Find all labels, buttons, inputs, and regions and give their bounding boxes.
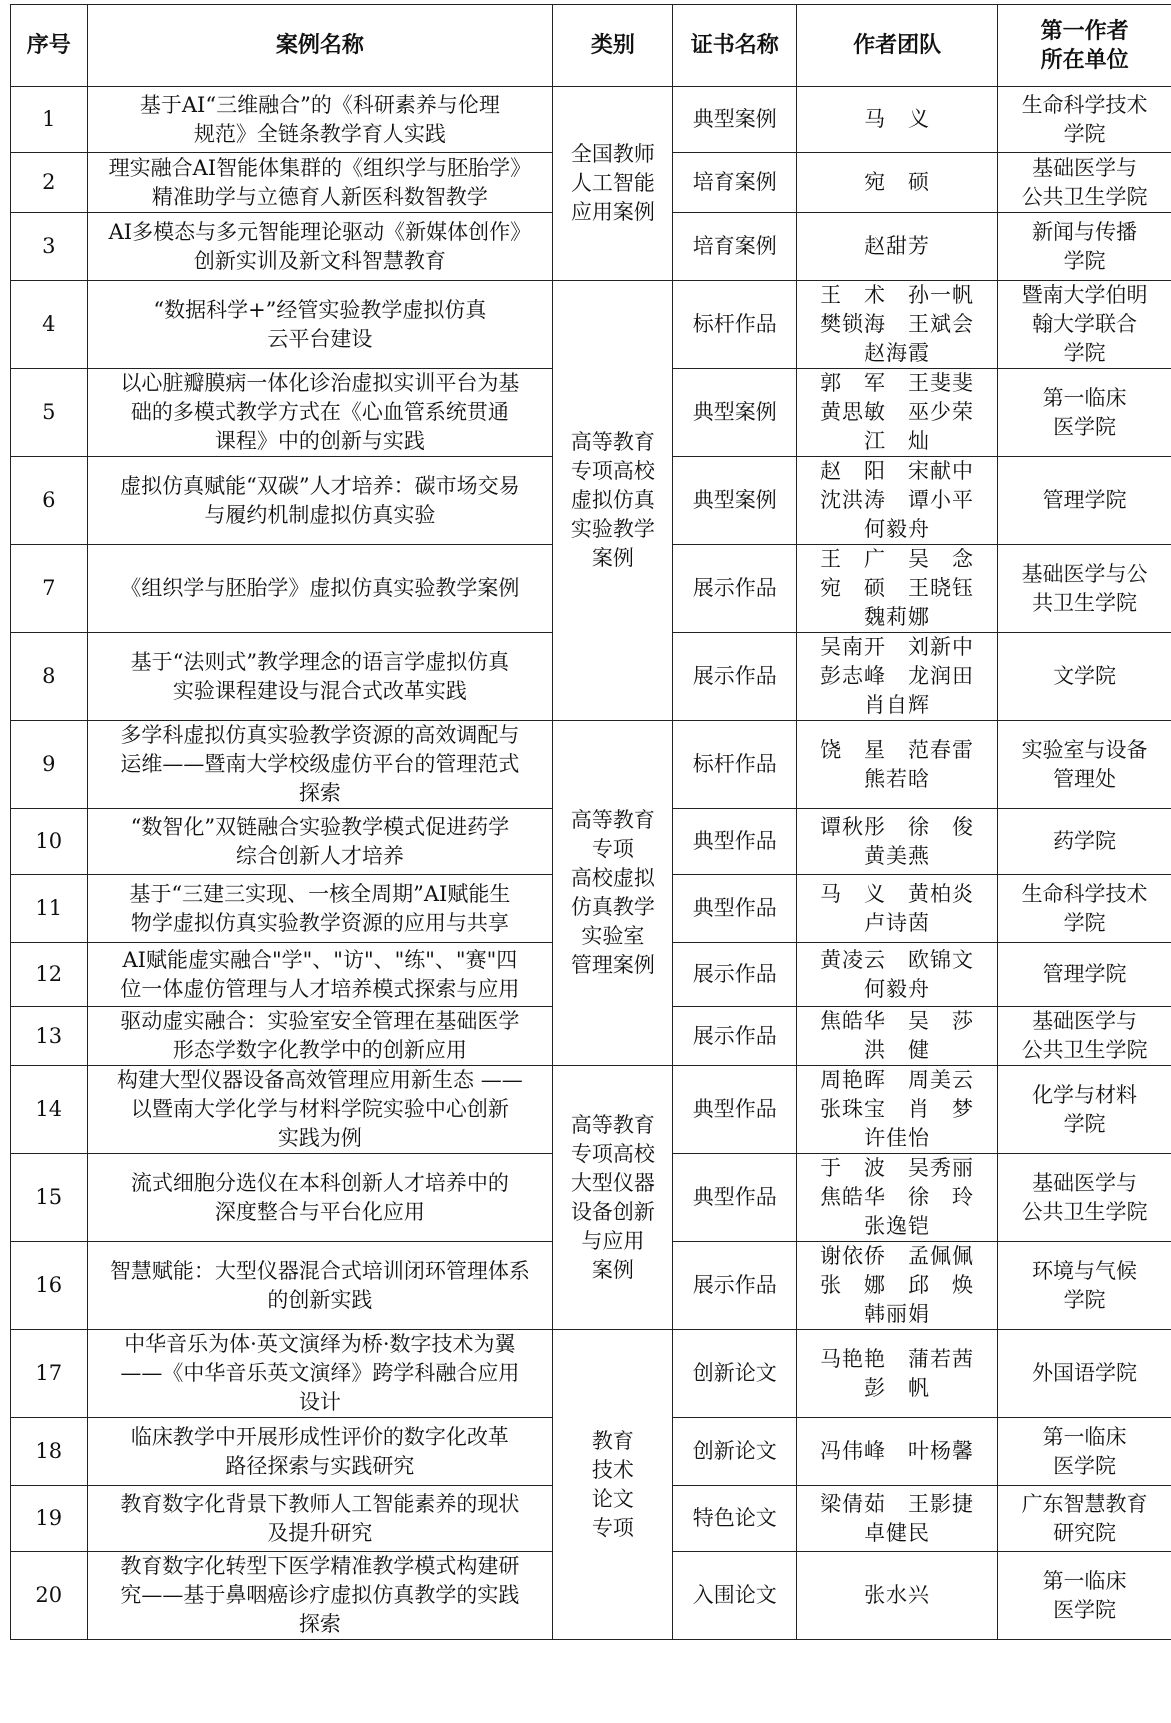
author-team-line: 张 娜 邱 焕 (820, 1273, 975, 1297)
author-team (797, 1154, 998, 1242)
first-author-unit-line: 文学院 (1053, 664, 1117, 688)
header-category: 类别 (553, 5, 673, 87)
author-team-line: 王 广 吴 念 (820, 547, 975, 571)
author-team-line: 郭 军 王斐斐 (820, 371, 975, 395)
author-team-line: 许佳怡 (864, 1126, 931, 1150)
author-team-line: 魏莉娜 (864, 605, 931, 629)
first-author-unit-line: 学院 (1063, 121, 1106, 146)
row-number: 4 (11, 281, 88, 369)
row-number: 10 (11, 809, 88, 875)
table-row (11, 1066, 1171, 1154)
first-author-unit (998, 1242, 1171, 1330)
first-author-unit-line: 医学院 (1053, 1453, 1117, 1478)
case-name-line: 位一体虚仿管理与人才培养模式探索与应用 (120, 976, 520, 1001)
case-name-line: 深度整合与平台化应用 (214, 1199, 425, 1224)
case-name-line: AI多模态与多元智能理论驱动《新媒体创作》 (108, 219, 532, 244)
category-line: 实验室 (581, 924, 645, 948)
certificate-name: 典型案例 (673, 87, 797, 153)
header-certificate: 证书名称 (673, 5, 797, 87)
first-author-unit (998, 1418, 1171, 1486)
category-line: 设备创新 (570, 1199, 655, 1224)
first-author-unit-line: 学院 (1063, 248, 1106, 273)
certificate-name: 典型作品 (673, 875, 797, 943)
row-number: 12 (11, 943, 88, 1007)
first-author-unit-line: 研究院 (1053, 1520, 1117, 1545)
case-name (87, 1418, 553, 1486)
author-team-line: 黄思敏 巫少荣 (820, 400, 975, 424)
case-name-line: 规范》全链条教学育人实践 (193, 121, 446, 146)
certificate-name: 展示作品 (673, 1007, 797, 1066)
case-name-line: 精准助学与立德育人新医科数智教学 (151, 184, 488, 209)
case-name (87, 809, 553, 875)
case-name (87, 87, 553, 153)
case-name-line: “数据科学+”经管实验教学虚拟仿真 (153, 297, 487, 322)
first-author-unit-line: 生命科学技术 (1021, 92, 1148, 117)
row-number: 1 (11, 87, 88, 153)
first-author-unit-line: 新闻与传播 (1032, 219, 1138, 244)
first-author-unit (998, 943, 1171, 1007)
author-team-line: 宛 硕 王晓钰 (820, 576, 975, 600)
case-name-line: AI赋能虚实融合"学"、"访"、"练"、"赛"四 (122, 947, 518, 972)
header-unit (998, 5, 1171, 87)
case-name-line: 及提升研究 (267, 1520, 373, 1545)
row-number: 3 (11, 213, 88, 281)
author-team (797, 457, 998, 545)
certificate-name: 特色论文 (673, 1486, 797, 1552)
first-author-unit-line: 生命科学技术 (1021, 881, 1148, 906)
author-team-line: 韩丽娟 (864, 1302, 931, 1326)
author-team-line: 饶 星 范春雷 (820, 737, 975, 762)
first-author-unit-line: 广东智慧教育 (1021, 1491, 1148, 1516)
row-number: 13 (11, 1007, 88, 1066)
first-author-unit-line: 实验室与设备 (1021, 737, 1148, 762)
first-author-unit-line: 公共卫生学院 (1021, 184, 1148, 209)
category-line: 与应用 (581, 1228, 645, 1253)
first-author-unit-line: 基础医学与公 (1021, 561, 1148, 586)
first-author-unit-line: 医学院 (1053, 414, 1117, 439)
case-name-line: “数智化”双链融合实验教学模式促进药学 (130, 814, 510, 839)
category-line: 大型仪器 (570, 1170, 655, 1195)
category-line: 案例 (591, 1257, 634, 1282)
author-team (797, 1242, 998, 1330)
case-name-line: 以暨南大学化学与材料学院实验中心创新 (130, 1097, 509, 1121)
case-name (87, 1552, 553, 1640)
certificate-name: 培育案例 (673, 213, 797, 281)
author-team-line: 张珠宝 肖 梦 (820, 1097, 975, 1121)
category (553, 721, 673, 1066)
certificate-name: 典型作品 (673, 1066, 797, 1154)
author-team-line: 黄凌云 欧锦文 (820, 947, 975, 972)
case-name-line: 基于AI“三维融合”的《科研素养与伦理 (139, 92, 500, 117)
author-team-line: 冯伟峰 叶杨馨 (820, 1439, 975, 1463)
author-team (797, 213, 998, 281)
certificate-name: 入围论文 (673, 1552, 797, 1640)
author-team-line: 洪 健 (864, 1038, 931, 1062)
category (553, 1066, 673, 1330)
certificate-name: 创新论文 (673, 1330, 797, 1418)
author-team (797, 1066, 998, 1154)
case-name-line: 中华音乐为体·英文演绎为桥·数字技术为翼 (124, 1332, 516, 1356)
case-name-line: 构建大型仪器设备高效管理应用新生态 —— (117, 1068, 523, 1092)
case-name (87, 1486, 553, 1552)
author-team-line: 张水兴 (864, 1583, 931, 1607)
certificate-name: 展示作品 (673, 545, 797, 633)
case-name (87, 281, 553, 369)
first-author-unit (998, 369, 1171, 457)
first-author-unit-line: 基础医学与 (1032, 155, 1138, 180)
case-name (87, 721, 553, 809)
case-name-line: 础的多模式教学方式在《心血管系统贯通 (130, 400, 509, 424)
category-line: 专项 (591, 1515, 634, 1540)
case-name-line: 基于“法则式”教学理念的语言学虚拟仿真 (130, 649, 510, 674)
author-team-line: 卢诗茵 (864, 910, 931, 935)
case-name (87, 1066, 553, 1154)
case-name-line: 理实融合AI智能体集群的《组织学与胚胎学》 (108, 155, 532, 180)
first-author-unit-line: 翰大学联合 (1032, 312, 1138, 336)
case-name-line: 与履约机制虚拟仿真实验 (204, 502, 436, 527)
case-name-line: 探索 (298, 781, 341, 805)
author-team-line: 樊锁海 王斌会 (820, 312, 975, 336)
row-number: 6 (11, 457, 88, 545)
first-author-unit-line: 基础医学与 (1032, 1170, 1138, 1195)
author-team-line: 王 术 孙一帆 (820, 283, 975, 307)
row-number: 2 (11, 153, 88, 213)
author-team-line: 何毅舟 (864, 976, 931, 1001)
certificate-name: 创新论文 (673, 1418, 797, 1486)
case-name (87, 1330, 553, 1418)
author-team (797, 875, 998, 943)
first-author-unit-line: 公共卫生学院 (1021, 1038, 1148, 1062)
row-number: 9 (11, 721, 88, 809)
certificate-name: 典型案例 (673, 369, 797, 457)
case-name-line: 路径探索与实践研究 (225, 1453, 415, 1478)
case-name-line: 云平台建设 (267, 326, 373, 351)
certificate-name: 展示作品 (673, 943, 797, 1007)
category-line: 论文 (591, 1486, 634, 1511)
category (553, 281, 673, 721)
first-author-unit (998, 281, 1171, 369)
author-team (797, 369, 998, 457)
case-name-line: 多学科虚拟仿真实验教学资源的高效调配与 (120, 723, 520, 747)
category-line: 专项高校 (570, 459, 655, 483)
author-team-line: 黄美燕 (864, 843, 931, 868)
table-row (11, 721, 1171, 809)
first-author-unit (998, 545, 1171, 633)
first-author-unit-line: 共卫生学院 (1032, 590, 1138, 615)
author-team (797, 721, 998, 809)
case-name (87, 369, 553, 457)
author-team-line: 赵海霞 (864, 341, 931, 365)
first-author-unit-line: 暨南大学伯明 (1021, 283, 1148, 307)
author-team-line: 焦皓华 徐 玲 (820, 1185, 975, 1209)
author-team-line: 谢依侨 孟佩佩 (820, 1244, 975, 1268)
category-line: 虚拟仿真 (570, 488, 655, 512)
first-author-unit-line: 管理学院 (1042, 488, 1127, 512)
author-team-line: 赵甜芳 (864, 234, 931, 258)
case-name-line: 探索 (298, 1612, 341, 1636)
first-author-unit (998, 153, 1171, 213)
author-team (797, 809, 998, 875)
author-team (797, 1007, 998, 1066)
first-author-unit (998, 1552, 1171, 1640)
certificate-name: 标杆作品 (673, 721, 797, 809)
case-name-line: 临床教学中开展形成性评价的数字化改革 (130, 1424, 509, 1449)
case-name-line: 教育数字化背景下教师人工智能素养的现状 (120, 1491, 520, 1516)
first-author-unit (998, 809, 1171, 875)
first-author-unit-line: 化学与材料 (1032, 1082, 1138, 1107)
first-author-unit-line: 第一临床 (1042, 1424, 1127, 1449)
first-author-unit-line: 第一临床 (1042, 385, 1127, 410)
category-line: 教育 (591, 1428, 634, 1453)
author-team (797, 153, 998, 213)
case-name-line: 实践为例 (277, 1126, 362, 1150)
first-author-unit (998, 457, 1171, 545)
case-name-line: 流式细胞分选仪在本科创新人才培养中的 (130, 1170, 509, 1195)
case-name-line: 创新实训及新文科智慧教育 (193, 248, 446, 273)
award-table (10, 4, 1171, 1640)
case-name-line: 以心脏瓣膜病一体化诊治虚拟实训平台为基 (120, 371, 520, 395)
case-name-line: 教育数字化转型下医学精准教学模式构建研 (120, 1554, 520, 1578)
category-line: 案例 (591, 546, 634, 570)
first-author-unit-line: 公共卫生学院 (1021, 1199, 1148, 1224)
first-author-unit-line: 基础医学与 (1032, 1009, 1138, 1033)
author-team-line: 张逸铠 (864, 1214, 931, 1238)
author-team-line: 宛 硕 (864, 170, 931, 194)
case-name-line: 综合创新人才培养 (235, 843, 404, 868)
author-team-line: 沈洪涛 谭小平 (820, 488, 975, 512)
category (553, 87, 673, 281)
case-name (87, 1154, 553, 1242)
row-number: 16 (11, 1242, 88, 1330)
first-author-unit (998, 1007, 1171, 1066)
category-line: 高校虚拟 (570, 866, 655, 890)
row-number: 5 (11, 369, 88, 457)
author-team (797, 1552, 998, 1640)
row-number: 14 (11, 1066, 88, 1154)
first-author-unit (998, 1154, 1171, 1242)
header-no: 序号 (11, 5, 88, 87)
table-row (11, 1330, 1171, 1418)
author-team-line: 何毅舟 (864, 517, 931, 541)
certificate-name: 典型作品 (673, 1154, 797, 1242)
author-team-line: 马 义 黄柏炎 (820, 881, 975, 906)
category-line: 仿真教学 (570, 895, 655, 919)
author-team-line: 赵 阳 宋献中 (820, 459, 975, 483)
header-case-name: 案例名称 (87, 5, 553, 87)
case-name (87, 213, 553, 281)
author-team-line: 周艳晖 周美云 (820, 1068, 975, 1092)
row-number: 8 (11, 633, 88, 721)
case-name (87, 545, 553, 633)
author-team-line: 梁倩茹 王影捷 (820, 1491, 975, 1516)
first-author-unit-line: 药学院 (1053, 829, 1117, 853)
category-line: 高等教育 (570, 1112, 655, 1137)
author-team-line: 江 灿 (864, 429, 931, 453)
table-row (11, 87, 1171, 153)
first-author-unit-line: 学院 (1063, 1111, 1106, 1136)
author-team-line: 卓健民 (864, 1520, 931, 1545)
certificate-name: 标杆作品 (673, 281, 797, 369)
first-author-unit (998, 87, 1171, 153)
row-number: 18 (11, 1418, 88, 1486)
author-team-line: 彭 帆 (864, 1375, 931, 1400)
case-name-line: 的创新实践 (267, 1287, 373, 1312)
first-author-unit-line: 学院 (1063, 341, 1106, 365)
row-number: 15 (11, 1154, 88, 1242)
author-team (797, 1330, 998, 1418)
header-row (11, 5, 1171, 87)
author-team-line: 熊若晗 (864, 766, 931, 791)
case-name-line: 运维——暨南大学校级虚仿平台的管理范式 (120, 752, 520, 776)
first-author-unit-line: 学院 (1063, 910, 1106, 935)
category-line: 全国教师 (570, 142, 655, 166)
author-team (797, 1486, 998, 1552)
case-name (87, 1007, 553, 1066)
category (553, 1330, 673, 1640)
case-name-line: 课程》中的创新与实践 (214, 429, 425, 453)
category-line: 管理案例 (570, 953, 655, 977)
case-name (87, 1242, 553, 1330)
author-team (797, 545, 998, 633)
case-name-line: ——《中华音乐英文演绎》跨学科融合应用 (120, 1361, 520, 1385)
certificate-name: 典型案例 (673, 457, 797, 545)
certificate-name: 典型作品 (673, 809, 797, 875)
first-author-unit-line: 学院 (1063, 1287, 1106, 1312)
category-line: 人工智能 (570, 171, 655, 195)
first-author-unit-line: 管理学院 (1042, 962, 1127, 986)
first-author-unit (998, 1066, 1171, 1154)
case-name-line: 智慧赋能：大型仪器混合式培训闭环管理体系 (109, 1258, 530, 1283)
row-number: 19 (11, 1486, 88, 1552)
header-unit-line: 第一作者 (1040, 17, 1129, 44)
case-name-line: 驱动虚实融合：实验室安全管理在基础医学 (120, 1009, 520, 1033)
category-line: 技术 (591, 1457, 634, 1482)
case-name-line: 虚拟仿真赋能“双碳”人才培养：碳市场交易 (120, 473, 520, 498)
first-author-unit-line: 外国语学院 (1032, 1361, 1138, 1385)
case-name (87, 875, 553, 943)
first-author-unit (998, 633, 1171, 721)
case-name-line: 物学虚拟仿真实验教学资源的应用与共享 (130, 910, 509, 935)
first-author-unit-line: 管理处 (1053, 766, 1117, 791)
first-author-unit (998, 875, 1171, 943)
certificate-name: 培育案例 (673, 153, 797, 213)
author-team-line: 彭志峰 龙润田 (820, 664, 975, 688)
case-name-line: 基于“三建三实现、一核全周期”AI赋能生 (129, 881, 511, 906)
case-name (87, 633, 553, 721)
author-team (797, 633, 998, 721)
category-line: 应用案例 (570, 200, 655, 224)
case-name (87, 457, 553, 545)
author-team-line: 吴南开 刘新中 (820, 635, 975, 659)
row-number: 7 (11, 545, 88, 633)
author-team (797, 87, 998, 153)
table-body (11, 87, 1171, 1640)
category-line: 实验教学 (570, 517, 655, 541)
certificate-name: 展示作品 (673, 633, 797, 721)
category-line: 高等教育 (570, 808, 655, 832)
case-name-line: 实验课程建设与混合式改革实践 (172, 678, 467, 703)
header-unit-line: 所在单位 (1040, 46, 1129, 73)
first-author-unit (998, 213, 1171, 281)
category-line: 高等教育 (570, 430, 655, 454)
first-author-unit-line: 环境与气候 (1032, 1258, 1138, 1283)
row-number: 17 (11, 1330, 88, 1418)
first-author-unit (998, 1330, 1171, 1418)
first-author-unit (998, 721, 1171, 809)
first-author-unit (998, 1486, 1171, 1552)
row-number: 20 (11, 1552, 88, 1640)
case-name-line: 形态学数字化教学中的创新应用 (172, 1038, 467, 1062)
table-row (11, 281, 1171, 369)
author-team (797, 943, 998, 1007)
certificate-name: 展示作品 (673, 1242, 797, 1330)
first-author-unit-line: 第一临床 (1042, 1568, 1127, 1593)
category-line: 专项 (591, 837, 634, 861)
author-team-line: 马 义 (864, 107, 931, 131)
row-number: 11 (11, 875, 88, 943)
header-team: 作者团队 (797, 5, 998, 87)
first-author-unit-line: 医学院 (1053, 1597, 1117, 1622)
author-team (797, 281, 998, 369)
case-name-line: 究——基于鼻咽癌诊疗虚拟仿真教学的实践 (120, 1583, 520, 1607)
case-name (87, 153, 553, 213)
author-team-line: 焦皓华 吴 莎 (820, 1009, 975, 1033)
author-team-line: 肖自辉 (864, 693, 931, 717)
case-name-line: 设计 (298, 1390, 341, 1414)
author-team (797, 1418, 998, 1486)
category-line: 专项高校 (570, 1141, 655, 1166)
author-team-line: 于 波 吴秀丽 (820, 1156, 975, 1180)
case-name (87, 943, 553, 1007)
case-name-line: 《组织学与胚胎学》虚拟仿真实验教学案例 (120, 576, 520, 600)
author-team-line: 谭秋彤 徐 俊 (820, 814, 975, 839)
author-team-line: 马艳艳 蒲若茜 (820, 1346, 975, 1371)
